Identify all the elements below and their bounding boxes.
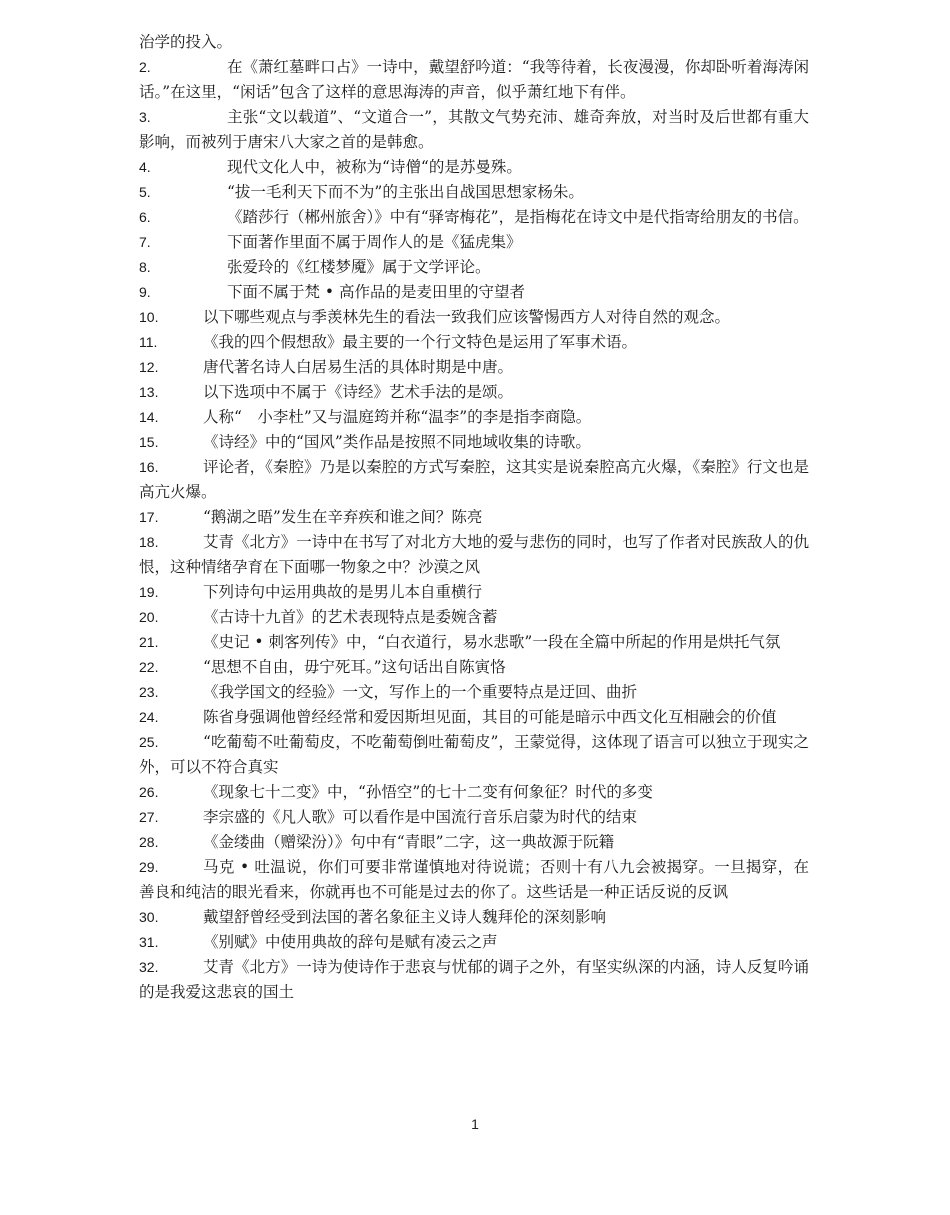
item-text: 《金缕曲（赠梁汾）》句中有“青眼”二字，这一典故源于阮籍 xyxy=(203,833,615,851)
item-number: 25. xyxy=(139,734,159,750)
item-number: 11. xyxy=(139,334,158,350)
item-text: 《诗经》中的“国风”类作品是按照不同地域收集的诗歌。 xyxy=(203,433,591,451)
item-text: 艾青《北方》一诗为使诗作于悲哀与忧郁的调子之外，有坚实纵深的内涵，诗人反复吟诵的是我爱这悲哀的国土 xyxy=(139,958,809,1001)
item-text: 唐代著名诗人白居易生活的具体时期是中唐。 xyxy=(203,358,514,376)
list-item xyxy=(139,255,809,280)
list-item xyxy=(139,505,809,530)
item-text: 《踏莎行（郴州旅舍）》中有“驿寄梅花”，是指梅花在诗文中是代指寄给朋友的书信。 xyxy=(227,208,809,226)
item-text: 《别赋》中使用典故的辞句是赋有凌云之声 xyxy=(203,933,498,951)
item-text: “拔一毛利天下而不为”的主张出自战国思想家杨朱。 xyxy=(227,183,584,201)
list-item xyxy=(139,305,809,330)
list-item xyxy=(139,680,809,705)
list-item xyxy=(139,355,809,380)
item-number: 5. xyxy=(139,184,151,200)
item-text: 陈省身强调他曾经经常和爱因斯坦见面，其目的可能是暗示中西文化互相融会的价值 xyxy=(203,708,777,726)
item-number: 30. xyxy=(139,909,159,925)
item-number: 19. xyxy=(139,584,159,600)
item-number: 17. xyxy=(139,509,159,525)
item-number: 32. xyxy=(139,959,159,975)
list-item xyxy=(139,730,809,780)
list-item xyxy=(139,655,809,680)
item-text: 戴望舒曾经受到法国的著名象征主义诗人魏拜伦的深刻影响 xyxy=(203,908,607,926)
item-number: 4. xyxy=(139,159,151,175)
page-number: 1 xyxy=(471,1116,479,1132)
item-text: 《我的四个假想敌》最主要的一个行文特色是运用了军事术语。 xyxy=(203,333,638,351)
list-item xyxy=(139,780,809,805)
item-number: 24. xyxy=(139,709,159,725)
item-text: 《史记 • 刺客列传》中，“白衣道行，易水悲歌”一段在全篇中所起的作用是烘托气氛 xyxy=(203,633,781,651)
list-item xyxy=(139,805,809,830)
item-text: 《我学国文的经验》一文，写作上的一个重要特点是迂回、曲折 xyxy=(203,683,638,701)
item-number: 16. xyxy=(139,459,159,475)
intro-line: 治学的投入。 xyxy=(139,33,233,51)
item-text: “鹅湖之晤”发生在辛弃疾和谁之间？陈亮 xyxy=(203,508,483,526)
list-item xyxy=(139,405,809,430)
list-item xyxy=(139,630,809,655)
item-number: 29. xyxy=(139,859,159,875)
item-number: 2. xyxy=(139,59,151,75)
item-text: 李宗盛的《凡人歌》可以看作是中国流行音乐启蒙为时代的结束 xyxy=(203,808,638,826)
list-item xyxy=(139,230,809,255)
list-item xyxy=(139,830,809,855)
list-item xyxy=(139,705,809,730)
item-number: 8. xyxy=(139,259,151,275)
item-number: 26. xyxy=(139,784,159,800)
item-number: 12. xyxy=(139,359,159,375)
item-text: 艾青《北方》一诗中在书写了对北方大地的爱与悲伤的同时，也写了作者对民族敌人的仇恨，这种情绪孕育在下面哪一物象之中？沙漠之风 xyxy=(139,533,809,576)
list-item xyxy=(139,580,809,605)
item-text: 《现象七十二变》中，“孙悟空”的七十二变有何象征？时代的多变 xyxy=(203,783,653,801)
list-item xyxy=(139,55,809,105)
list-item xyxy=(139,380,809,405)
item-number: 23. xyxy=(139,684,159,700)
list-item xyxy=(139,430,809,455)
list-item xyxy=(139,455,809,505)
item-text: 张爱玲的《红楼梦魇》属于文学评论。 xyxy=(227,258,491,276)
item-number: 14. xyxy=(139,409,159,425)
item-number: 18. xyxy=(139,534,159,550)
list-item xyxy=(139,205,809,230)
item-text: 在《萧红墓畔口占》一诗中，戴望舒吟道：“我等待着，长夜漫漫，你却卧听着海涛闲话。”在这里，“闲话”包含了这样的意思海涛的声音，似乎萧红地下有伴。 xyxy=(139,58,809,101)
item-number: 3. xyxy=(139,109,151,125)
item-number: 20. xyxy=(139,609,159,625)
item-text: “思想不自由，毋宁死耳。”这句话出自陈寅恪 xyxy=(203,658,506,676)
list-item xyxy=(139,105,809,155)
item-text: 以下哪些观点与季羡林先生的看法一致我们应该警惕西方人对待自然的观念。 xyxy=(203,308,731,326)
list-item xyxy=(139,280,809,305)
item-text: 人称“ 小李杜”又与温庭筠并称“温李”的李是指李商隐。 xyxy=(203,408,592,426)
item-number: 15. xyxy=(139,434,159,450)
list-item xyxy=(139,955,809,1005)
item-text: 《古诗十九首》的艺术表现特点是委婉含蓄 xyxy=(203,608,498,626)
item-text: 下面著作里面不属于周作人的是《猛虎集》 xyxy=(227,233,522,251)
list-item xyxy=(139,605,809,630)
item-number: 22. xyxy=(139,659,159,675)
item-text: 主张“文以载道”、“文道合一”，其散文气势充沛、雄奇奔放，对当时及后世都有重大影响，而被列于唐宋八大家之首的是韩愈。 xyxy=(139,108,809,151)
list-item xyxy=(139,330,809,355)
item-number: 21. xyxy=(139,634,159,650)
item-text: 以下选项中不属于《诗经》艺术手法的是颂。 xyxy=(203,383,514,401)
list-item xyxy=(139,530,809,580)
item-number: 13. xyxy=(139,384,159,400)
item-number: 9. xyxy=(139,284,151,300)
item-text: 下列诗句中运用典故的是男儿本自重横行 xyxy=(203,583,483,601)
item-number: 31. xyxy=(139,934,159,950)
item-text: “吃葡萄不吐葡萄皮，不吃葡萄倒吐葡萄皮”，王蒙觉得，这体现了语言可以独立于现实之外，可以不符合真实 xyxy=(139,733,809,776)
item-text: 现代文化人中，被称为“诗僧“的是苏曼殊。 xyxy=(227,158,522,176)
item-number: 28. xyxy=(139,834,159,850)
list-item xyxy=(139,155,809,180)
item-text: 马克 • 吐温说，你们可要非常谨慎地对待说谎；否则十有八九会被揭穿。一旦揭穿，在善良和纯洁的眼光看来，你就再也不可能是过去的你了。这些话是一种正话反说的反讽 xyxy=(139,858,809,901)
item-number: 6. xyxy=(139,209,151,225)
list-item xyxy=(139,930,809,955)
item-text: 评论者，《秦腔》乃是以秦腔的方式写秦腔，这其实是说秦腔高亢火爆，《秦腔》行文也是高亢火爆。 xyxy=(139,458,809,501)
item-number: 27. xyxy=(139,809,159,825)
item-number: 10. xyxy=(139,309,159,325)
item-number: 7. xyxy=(139,234,151,250)
list-item xyxy=(139,905,809,930)
document-body xyxy=(139,30,809,1005)
list-item xyxy=(139,180,809,205)
list-item xyxy=(139,855,809,905)
item-text: 下面不属于梵 • 高作品的是麦田里的守望者 xyxy=(227,283,525,301)
